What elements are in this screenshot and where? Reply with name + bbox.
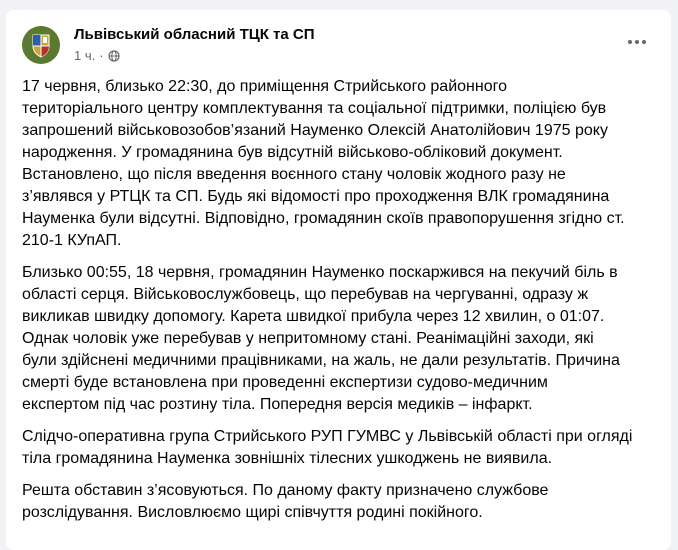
post-paragraph-1: 17 червня, близько 22:30, до приміщення Стрийського районного територіального центру комплектування та соціальної підтримки, поліцією був запрошений військовозобов’язаний Науменко Олексій Анатолійович 1975 року народження. У громадянина був відсутній військово-обліковий документ. Встановлено, що після введення воєнного стану чоловік жодного разу не з’являвся у РТЦК та СП. Будь які відомості про проходження ВЛК громадянина Науменка були відсутні. Відповідно, громадянин скоїв правопорушення згідно ст. 210-1 КУпАП.	[22, 78, 625, 249]
post-card	[6, 10, 671, 550]
emblem-shield-icon	[22, 26, 60, 64]
post-timestamp[interactable]: 1 ч.	[74, 48, 96, 63]
post-paragraph-4: Решта обставин з’ясовуються. По даному факту призначено службове розслідування. Висловлюємо щирі співчуття родині покійного.	[22, 482, 549, 521]
post-paragraph-3: Слідчо-оперативна група Стрийського РУП ГУМВС у Львівській області при огляді тіла громадянина Науменка зовнішніх тілесних ушкоджень не виявила.	[22, 428, 633, 467]
menu-dot	[635, 40, 639, 44]
post-body	[22, 76, 650, 534]
menu-dot	[628, 40, 632, 44]
post-paragraph-2: Близько 00:55, 18 червня, громадянин Науменко поскаржився на пекучий біль в області серця. Військовослужбовець, що перебував на чергуванні, одразу ж викликав швидку допомогу. Карета швидкої прибула через 12 хвилин, о 01:07. Однак чоловік уже перебував у непритомному стані. Реанімаційні заходи, які були здійснені медичними працівниками, на жаль, не дали результатів. Причина смерті буде встановлена при проведенні експертизи судово-медичним експертом під час розтину тіла. Попередня версія медиків – інфаркт.	[22, 264, 620, 413]
post-header	[22, 22, 655, 70]
globe-icon[interactable]	[108, 50, 120, 62]
more-horizontal-icon[interactable]	[623, 28, 651, 56]
menu-dot	[642, 40, 646, 44]
page-name-link[interactable]: Львівський обласний ТЦК та СП	[74, 26, 315, 43]
meta-separator: ·	[99, 48, 104, 63]
page-avatar[interactable]	[22, 26, 60, 64]
post-meta	[74, 48, 120, 63]
